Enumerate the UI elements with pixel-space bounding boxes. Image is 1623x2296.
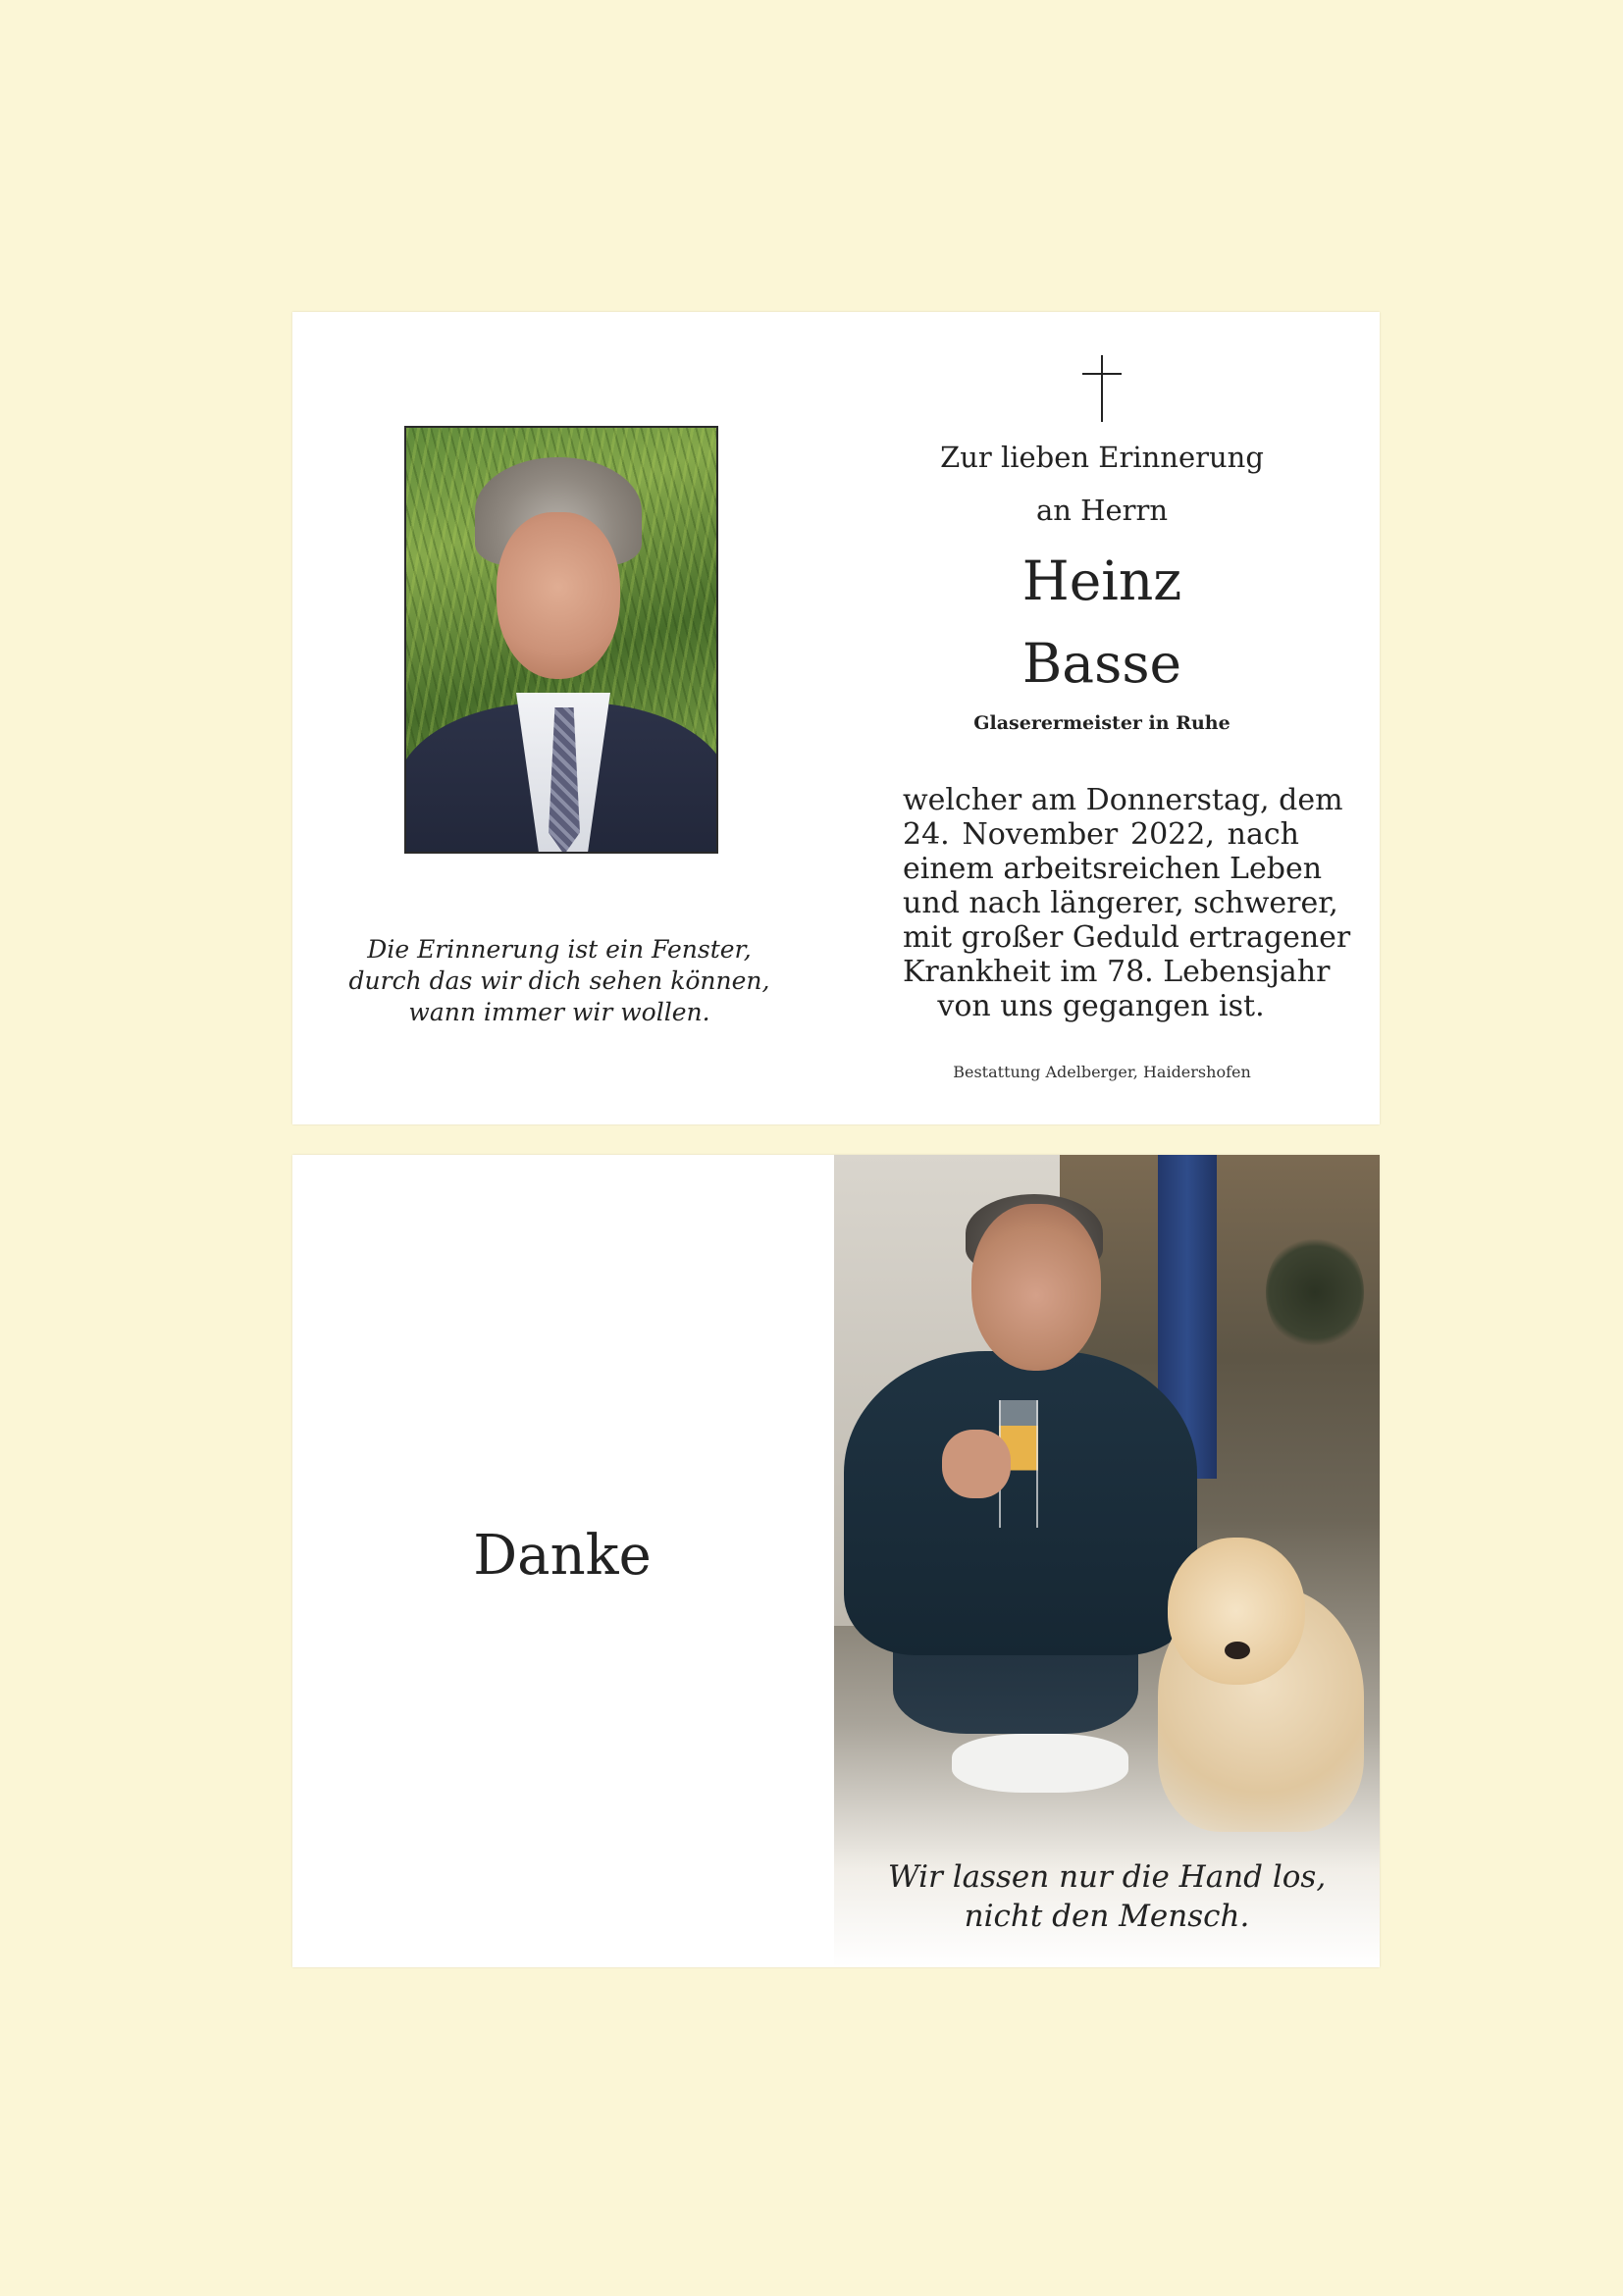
last-name: Basse (1021, 632, 1182, 695)
heading-line: an Herrn (1035, 494, 1169, 527)
memorial-quote-line: wann immer wir wollen. (408, 998, 710, 1026)
obituary-line: mit großer Geduld ertragener (903, 920, 1351, 955)
first-name: Heinz (1021, 549, 1182, 612)
portrait-photo (404, 426, 718, 854)
dedication (891, 440, 1313, 734)
closing-quote (834, 1857, 1380, 1936)
obituary-line: 24. November 2022, nach (903, 817, 1299, 852)
obituary-text (903, 783, 1351, 1023)
undertaker-credit: Bestattung Adelberger, Haidershofen (953, 1063, 1251, 1081)
obituary-line: Krankheit im 78. Lebensjahr (903, 955, 1331, 989)
profession: Glaserermeister in Ruhe (973, 712, 1230, 734)
man-with-dog-photo (834, 1155, 1380, 1967)
closing-quote-line: nicht den Mensch. (964, 1899, 1250, 1934)
memorial-quote-line: durch das wir dich sehen können, (348, 966, 770, 995)
memorial-card-front (292, 312, 1380, 1124)
thanks-heading: Danke (473, 1524, 652, 1588)
memorial-card-back (292, 1155, 1380, 1967)
memorial-quote (341, 934, 777, 1028)
obituary-line: von uns gegangen ist. (937, 989, 1265, 1023)
closing-quote-line: Wir lassen nur die Hand los, (887, 1859, 1327, 1895)
obituary-line: welcher am Donnerstag, dem (903, 783, 1343, 817)
heading-line: Zur lieben Erinnerung (940, 441, 1264, 474)
obituary-line: einem arbeitsreichen Leben (903, 852, 1323, 886)
obituary-line: und nach längerer, schwerer, (903, 886, 1338, 920)
memorial-quote-line: Die Erinnerung ist ein Fenster, (367, 935, 752, 964)
cross-icon (1082, 355, 1122, 422)
